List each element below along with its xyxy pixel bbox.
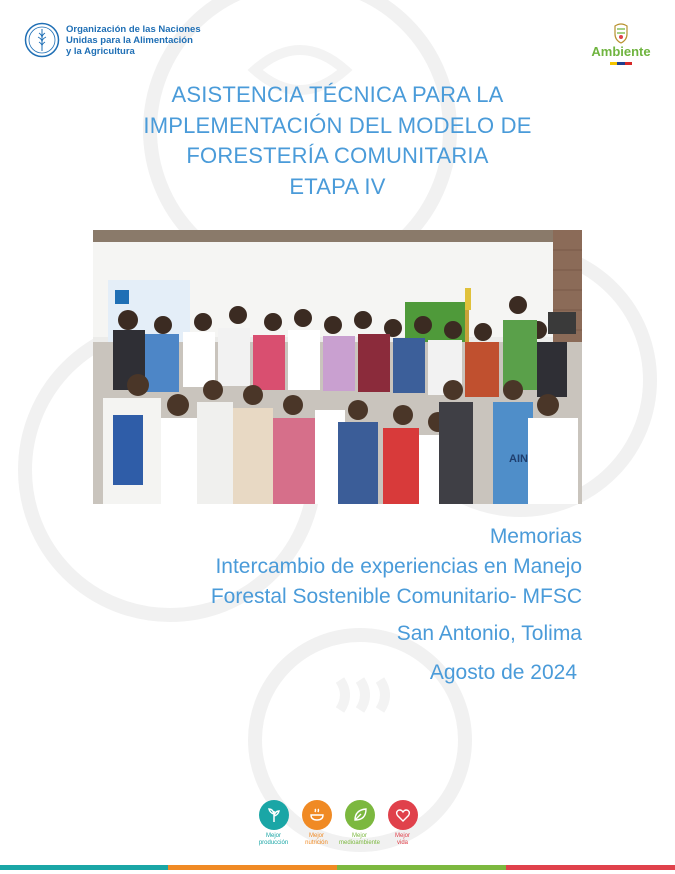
environment-icon [345, 800, 375, 830]
ambiente-label: Ambiente [591, 44, 651, 59]
label-line: Mejor [265, 833, 281, 839]
document-subtitle [102, 522, 582, 692]
label-line: Mejor [351, 833, 367, 839]
footer-segment [506, 865, 675, 870]
title-line: IMPLEMENTACIÓN DEL MODELO DE [143, 112, 532, 138]
group-photo [93, 230, 582, 504]
better-nutrition-label [305, 833, 328, 846]
subtitle-date: Agosto de 2024 [429, 661, 577, 684]
group-photo-image [93, 230, 582, 504]
footer-segment [168, 865, 337, 870]
better-environment [338, 800, 381, 846]
four-betters-icons [258, 800, 418, 846]
fao-name-line: Organización de las Naciones [66, 23, 201, 35]
label-line: medioambiente [338, 839, 381, 846]
better-nutrition [301, 800, 332, 846]
subtitle-event-line2: Forestal Sostenible Comunitario- MFSC [210, 585, 582, 608]
life-icon [388, 800, 418, 830]
subtitle-event-line1: Intercambio de experiencias en Manejo [215, 555, 582, 578]
document-title [60, 80, 615, 202]
fao-name-line: Unidas para la Alimentación [66, 34, 193, 46]
fao-logo [24, 22, 201, 58]
footer-segment [337, 865, 506, 870]
fao-emblem-icon [24, 22, 60, 58]
colombia-crest-icon [612, 22, 630, 44]
better-life [387, 800, 418, 846]
better-production-label [259, 833, 288, 846]
colombia-flag-bar [610, 62, 632, 65]
label-line: Mejor [308, 833, 324, 839]
better-production [258, 800, 289, 846]
footer-segment [0, 865, 168, 870]
label-line: vida [396, 839, 408, 846]
title-line: ETAPA IV [289, 173, 386, 199]
fao-name [66, 24, 201, 57]
title-line: ASISTENCIA TÉCNICA PARA LA [171, 82, 504, 107]
title-line: FORESTERÍA COMUNITARIA [186, 143, 489, 168]
ambiente-logo [585, 22, 657, 65]
production-icon [259, 800, 289, 830]
label-line: producción [258, 839, 289, 846]
nutrition-icon [302, 800, 332, 830]
fao-name-line: y la Agricultura [66, 45, 135, 57]
footer-color-bar [0, 865, 675, 870]
subtitle-location: San Antonio, Tolima [396, 622, 582, 645]
subtitle-memorias: Memorias [489, 525, 582, 548]
label-line: nutrición [305, 839, 328, 846]
better-life-label [395, 833, 410, 846]
label-line: Mejor [394, 833, 410, 839]
better-environment-label [339, 833, 380, 846]
shirt-text: AIN [509, 453, 528, 465]
